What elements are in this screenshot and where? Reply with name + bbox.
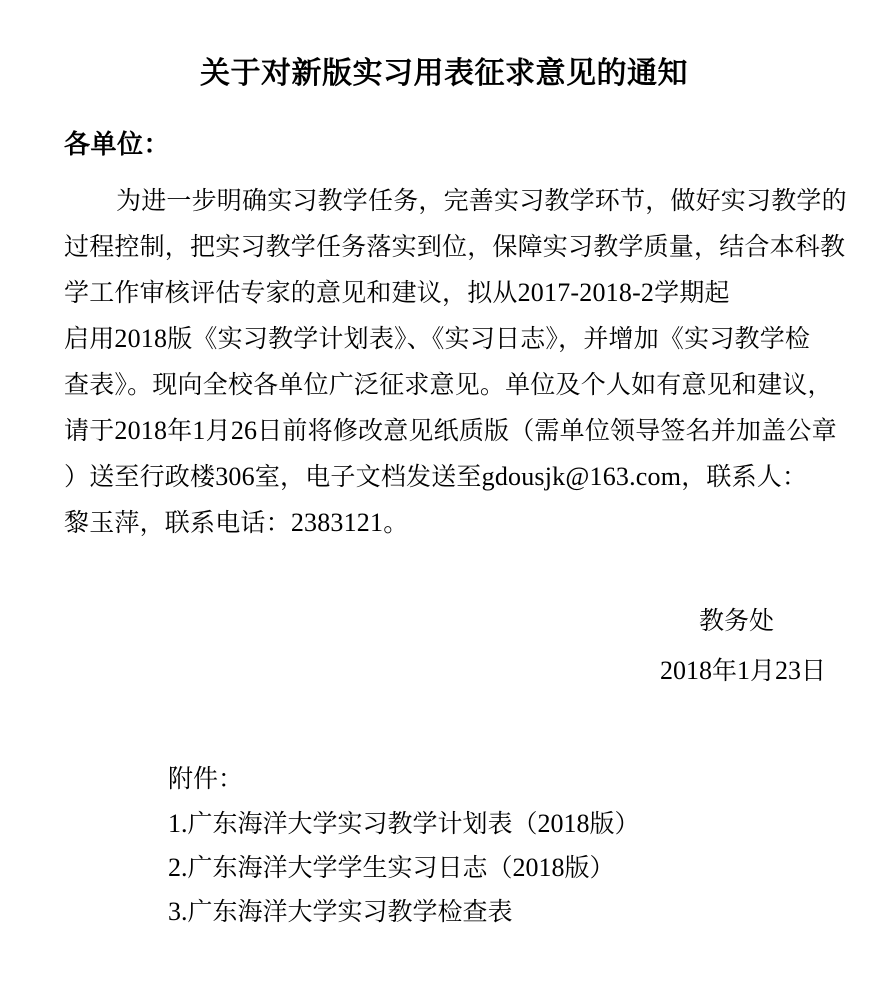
signature-department: 教务处 bbox=[698, 606, 774, 635]
attachment-heading: 附件： bbox=[168, 764, 244, 793]
body-line: ）送至行政楼306室，电子文档发送至gdousjk@163.com，联系人： bbox=[64, 462, 808, 491]
signature-date: 2018年1月23日 bbox=[659, 656, 826, 685]
body-line: 请于2018年1月26日前将修改意见纸质版（需单位领导签名并加盖公章 bbox=[64, 416, 837, 445]
body-line: 学工作审核评估专家的意见和建议，拟从2017-2018-2学期起 bbox=[64, 278, 730, 307]
body-text bbox=[64, 178, 847, 546]
signature-block bbox=[0, 596, 826, 696]
attachment-list bbox=[168, 756, 828, 934]
salutation: 各单位： bbox=[64, 130, 171, 160]
attachment-item: 2.广东海洋大学学生实习日志（2018版） bbox=[168, 853, 615, 882]
body-line: 过程控制，把实习教学任务落实到位，保障实习教学质量，结合本科教 bbox=[64, 232, 846, 261]
attachment-item: 3.广东海洋大学实习教学检查表 bbox=[168, 897, 513, 926]
attachment-item: 1.广东海洋大学实习教学计划表（2018版） bbox=[168, 809, 640, 838]
page-title: 关于对新版实习用表征求意见的通知 bbox=[200, 56, 688, 92]
body-line: 启用2018版《实习教学计划表》、《实习日志》，并增加《实习教学检 bbox=[64, 324, 811, 353]
body-line: 黎玉萍，联系电话：2383121。 bbox=[64, 508, 409, 537]
body-line: 查表》。现向全校各单位广泛征求意见。单位及个人如有意见和建议， bbox=[64, 370, 833, 399]
body-line: 为进一步明确实习教学任务，完善实习教学环节，做好实习教学的 bbox=[116, 186, 847, 215]
